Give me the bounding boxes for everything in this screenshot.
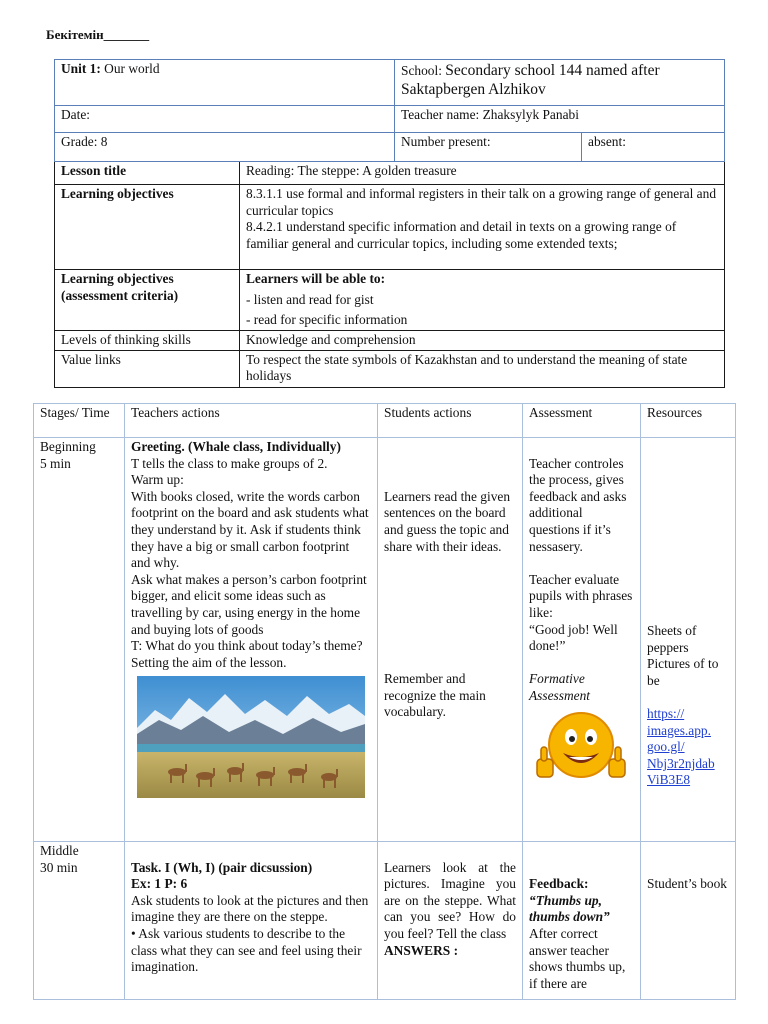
value-links-label: Value links bbox=[55, 350, 240, 387]
col-stages: Stages/ Time bbox=[34, 404, 125, 438]
grade-cell bbox=[55, 133, 395, 162]
objective-1: 8.3.1.1 use formal and informal registers in their talk on a growing range of general and curricular topics bbox=[246, 186, 717, 218]
school-value: Secondary school 144 named after Saktapbergen Alzhikov bbox=[401, 62, 660, 98]
col-resources: Resources bbox=[641, 404, 736, 438]
objective-2: 8.4.2.1 understand specific information and detail in texts on a growing range of familiar general and curricular topics, including some extended texts; bbox=[246, 219, 677, 251]
smiley-icon bbox=[531, 707, 631, 787]
beginning-teacher-cell bbox=[125, 438, 378, 842]
beginning-time: 5 min bbox=[40, 455, 71, 471]
criteria-label-1: Learning objectives bbox=[61, 271, 174, 286]
lesson-title-value: Reading: The steppe: A golden treasure bbox=[240, 162, 725, 185]
beginning-t4: Ask what makes a person’s carbon footprint bigger, and elicit some ideas such as travelling by car, using energy in the home and buying lots of goods bbox=[131, 571, 367, 637]
beginning-s2: Remember and recognize the main vocabulary. bbox=[384, 671, 486, 720]
thinking-value: Knowledge and comprehension bbox=[240, 330, 725, 350]
beginning-stage-cell bbox=[34, 438, 125, 842]
middle-a2: “Thumbs up, thumbs down” bbox=[529, 892, 610, 925]
middle-assessment-cell bbox=[523, 842, 641, 1000]
unit-cell bbox=[55, 60, 395, 106]
beginning-t5: T: What do you think about today’s theme? bbox=[131, 638, 363, 654]
beginning-t6: Setting the aim of the lesson. bbox=[131, 654, 287, 670]
lesson-plan-table bbox=[33, 403, 736, 1000]
beginning-s1: Learners read the given sentences on the board and guess the topic and share with their ideas. bbox=[384, 488, 511, 554]
middle-r1: Student’s book bbox=[647, 876, 727, 892]
absent-cell bbox=[582, 133, 725, 162]
middle-time: 30 min bbox=[40, 859, 78, 875]
number-present-cell bbox=[395, 133, 582, 162]
thinking-label: Levels of thinking skills bbox=[55, 330, 240, 350]
middle-a1: Feedback: bbox=[529, 876, 589, 892]
beginning-students-cell bbox=[378, 438, 523, 842]
approval-line: Бекітемін_______ bbox=[46, 27, 150, 42]
absent-label: absent: bbox=[588, 134, 626, 149]
teacher-label: Teacher name: bbox=[401, 107, 480, 122]
steppe-camels-image bbox=[137, 676, 365, 798]
beginning-greeting: Greeting. (Whale class, Individually) bbox=[131, 439, 341, 454]
unit-label: Unit 1: bbox=[61, 61, 101, 76]
school-cell bbox=[395, 60, 725, 106]
middle-task: Task. I (Wh, I) (pair dicsussion) bbox=[131, 859, 313, 875]
criteria-1: - listen and read for gist bbox=[246, 291, 374, 307]
date-cell bbox=[55, 106, 395, 133]
criteria-label-cell bbox=[55, 270, 240, 331]
date-label: Date: bbox=[61, 107, 90, 122]
beginning-t1: T tells the class to make groups of 2. bbox=[131, 455, 328, 471]
unit-value: Our world bbox=[104, 61, 160, 76]
middle-t2: • Ask various students to describe to the class what they can see and feel using their imagination. bbox=[131, 925, 362, 975]
objectives-label: Learning objectives bbox=[55, 185, 240, 270]
middle-t1: Ask students to look at the pictures and then imagine they are there on the steppe. bbox=[131, 892, 369, 925]
middle-stage-cell bbox=[34, 842, 125, 1000]
middle-ex: Ex: 1 P: 6 bbox=[131, 876, 188, 892]
criteria-heading: Learners will be able to: bbox=[246, 271, 386, 286]
beginning-a2: Teacher evaluate pupils with phrases like: bbox=[529, 571, 633, 620]
beginning-t2: Warm up: bbox=[131, 472, 184, 488]
middle-a3: After correct answer teacher shows thumbs up, if there are bbox=[529, 925, 626, 991]
beginning-a1: Teacher controles the process, gives feedback and asks additional questions if it’s nessasery. bbox=[529, 455, 627, 554]
middle-teacher-cell bbox=[125, 842, 378, 1000]
number-present-label: Number present: bbox=[401, 134, 491, 149]
resource-link[interactable]: https:// images.app. goo.gl/ Nbj3r2njdab ViB3E8 bbox=[647, 705, 715, 788]
middle-stage: Middle bbox=[40, 843, 79, 858]
beginning-a3: “Good job! Well done!” bbox=[529, 621, 618, 654]
thumbs-up-smiley bbox=[531, 707, 631, 787]
middle-students-cell bbox=[378, 842, 523, 1000]
beginning-stage: Beginning bbox=[40, 439, 96, 454]
beginning-r2: Pictures of to be bbox=[647, 656, 719, 688]
beginning-r1: Sheets of peppers bbox=[647, 623, 697, 655]
criteria-2: - read for specific information bbox=[246, 312, 408, 328]
col-students: Students actions bbox=[378, 404, 523, 438]
lesson-header-table bbox=[54, 59, 725, 388]
middle-resources-cell bbox=[641, 842, 736, 1000]
middle-s2: ANSWERS : bbox=[384, 942, 459, 958]
objectives-cell bbox=[240, 185, 725, 270]
teacher-value: Zhaksylyk Panabi bbox=[482, 107, 579, 122]
col-teacher: Teachers actions bbox=[125, 404, 378, 438]
beginning-assessment-cell bbox=[523, 438, 641, 842]
teacher-cell bbox=[395, 106, 725, 133]
beginning-t3: With books closed, write the words carbon footprint on the board and ask students what they understand by it. Ask if students think they have a big or small carbon footprint and why. bbox=[131, 488, 369, 571]
criteria-label-2: (assessment criteria) bbox=[61, 287, 179, 303]
lesson-title-label: Lesson title bbox=[55, 162, 240, 185]
beginning-a4: Formative Assessment bbox=[529, 671, 590, 703]
value-links-value: To respect the state symbols of Kazakhstan and to understand the meaning of state holidays bbox=[240, 350, 725, 387]
school-label: School: bbox=[401, 63, 442, 78]
grade-label: Grade: 8 bbox=[61, 134, 108, 149]
criteria-cell bbox=[240, 270, 725, 331]
beginning-resources-cell bbox=[641, 438, 736, 842]
middle-s1: Learners look at the pictures. Imagine you are on the steppe. What can you see? How do you feel? Tell the class bbox=[384, 859, 516, 941]
col-assessment: Assessment bbox=[523, 404, 641, 438]
